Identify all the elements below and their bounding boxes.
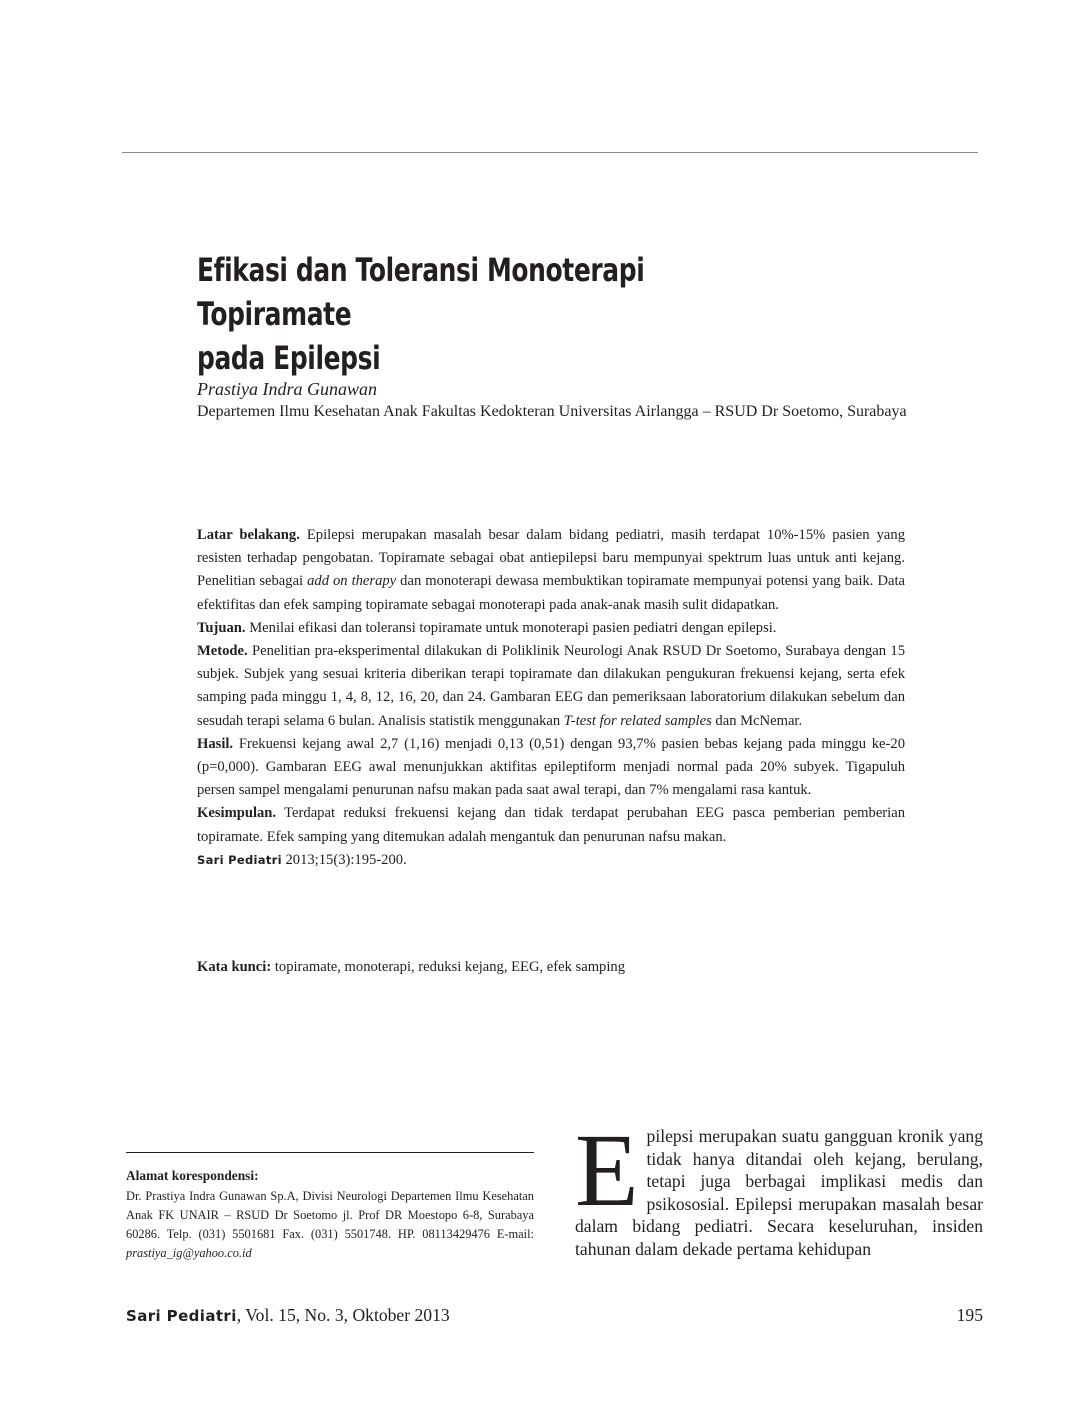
- abstract-method: [197, 640, 905, 733]
- correspondence-text: Dr. Prastiya Indra Gunawan Sp.A, Divisi Neurologi Departemen Ilmu Kesehatan Anak FK UNAIR – RSUD Dr Soetomo jl. Prof DR Moestopo 6-8, Surabaya 60286. Telp. (031) 5501681 Fax. (031) 5501748. HP. 08113429476 E-mail:: [126, 1189, 534, 1241]
- abstract-background-text: Epilepsi merupakan masalah besar dalam bidang pediatri, masih terdapat 10%-15% pasien yang resisten terhadap pengobatan. Topiramate sebagai obat antiepilepsi baru mempunyai spektrum luas untuk anti kejang. Penelitian sebagai: [197, 527, 905, 590]
- abstract-citation: [197, 849, 905, 872]
- abstract-background-label: Latar belakang.: [197, 527, 300, 543]
- article-title-line-1: Efikasi dan Toleransi Monoterapi Topiramate: [197, 251, 645, 333]
- abstract-result-label: Hasil.: [197, 735, 234, 752]
- correspondence-title: Alamat korespondensi:: [126, 1168, 259, 1183]
- citation-journal-name: Sari Pediatri: [197, 852, 282, 867]
- footer-journal-info: [126, 1303, 450, 1328]
- abstract-conclusion-text: Terdapat reduksi frekuensi kejang dan tidak terdapat perubahan EEG pasca pemberian pemberian topiramate. Efek samping yang ditemukan adalah mengantuk dan penurunan nafsu makan.: [197, 805, 905, 845]
- abstract-conclusion: [197, 802, 905, 848]
- article-title: [197, 248, 774, 380]
- abstract-conclusion-label: Kesimpulan.: [197, 805, 277, 822]
- author-affiliation: Departemen Ilmu Kesehatan Anak Fakultas Kedokteran Universitas Airlangga – RSUD Dr Soetomo, Surabaya: [197, 403, 907, 420]
- abstract-method-label: Metode.: [197, 643, 248, 660]
- abstract-aim-label: Tujuan.: [197, 619, 246, 636]
- correspondence-block: [126, 1166, 534, 1263]
- keywords-text: topiramate, monoterapi, reduksi kejang, EEG, efek samping: [271, 959, 625, 975]
- intro-paragraph: [575, 1113, 983, 1260]
- abstract-aim-text: Menilai efikasi dan toleransi topiramate untuk monoterapi pasien pediatri dengan epilepsi.: [245, 619, 777, 636]
- header-rule: [122, 152, 978, 153]
- keywords-label: Kata kunci:: [197, 959, 272, 975]
- article-title-line-2: pada Epilepsi: [197, 339, 381, 377]
- drop-cap: E: [575, 1113, 639, 1228]
- author-name: Prastiya Indra Gunawan: [197, 379, 377, 399]
- abstract-method-italic: T-test for related samples: [563, 712, 712, 729]
- abstract-result: [197, 733, 905, 803]
- abstract-background-text-2: dan monoterapi dewasa membuktikan topiramate mempunyai potensi yang baik. Data efektifitas dan efek samping topiramate sebagai monoterapi pada anak-anak masih sulit didapatkan.: [197, 573, 905, 613]
- keywords: [197, 956, 905, 978]
- abstract-background: [197, 524, 905, 617]
- abstract-aim: [197, 617, 905, 640]
- abstract: [197, 524, 905, 872]
- correspondence-rule: [126, 1152, 534, 1153]
- correspondence-email: prastiya_ig@yahoo.co.id: [126, 1246, 252, 1260]
- page-number: 195: [956, 1305, 983, 1325]
- abstract-method-text-2: dan McNemar.: [711, 712, 803, 729]
- footer-issue: , Vol. 15, No. 3, Oktober 2013: [236, 1305, 450, 1325]
- abstract-method-text: Penelitian pra-eksperimental dilakukan di Poliklinik Neurologi Anak RSUD Dr Soetomo, Surabaya dengan 15 subjek. Subjek yang sesuai kriteria diberikan terapi topiramate dan dilakukan pengukuran frekuensi kejang, serta efek samping pada minggu 1, 4, 8, 12, 16, 20, dan 24. Gambaran EEG dan pemeriksaan laboratorium dilakukan sebelum dan sesudah terapi selama 6 bulan. Analisis statistik menggunakan: [197, 643, 905, 729]
- abstract-result-text: Frekuensi kejang awal 2,7 (1,16) menjadi 0,13 (0,51) dengan 93,7% pasien bebas kejang pada minggu ke-20 (p=0,000). Gambaran EEG awal menunjukkan aktifitas epileptiform menjadi normal pada 20% subyek. Tigapuluh persen sampel mengalami penurunan nafsu makan pada saat awal terapi, dan 7% mengalami rasa kantuk.: [197, 735, 905, 799]
- intro-text: pilepsi merupakan suatu gangguan kronik yang tidak hanya ditandai oleh kejang, berulang, tetapi juga berbagai implikasi medis dan psikososial. Epilepsi merupakan masalah besar dalam bidang pediatri. Secara keseluruhan, insiden tahunan dalam dekade pertama kehidupan: [575, 1126, 983, 1259]
- footer-journal-name: Sari Pediatri: [126, 1307, 237, 1325]
- citation-details: 2013;15(3):195-200.: [281, 851, 407, 868]
- abstract-background-italic: add on therapy: [307, 573, 397, 590]
